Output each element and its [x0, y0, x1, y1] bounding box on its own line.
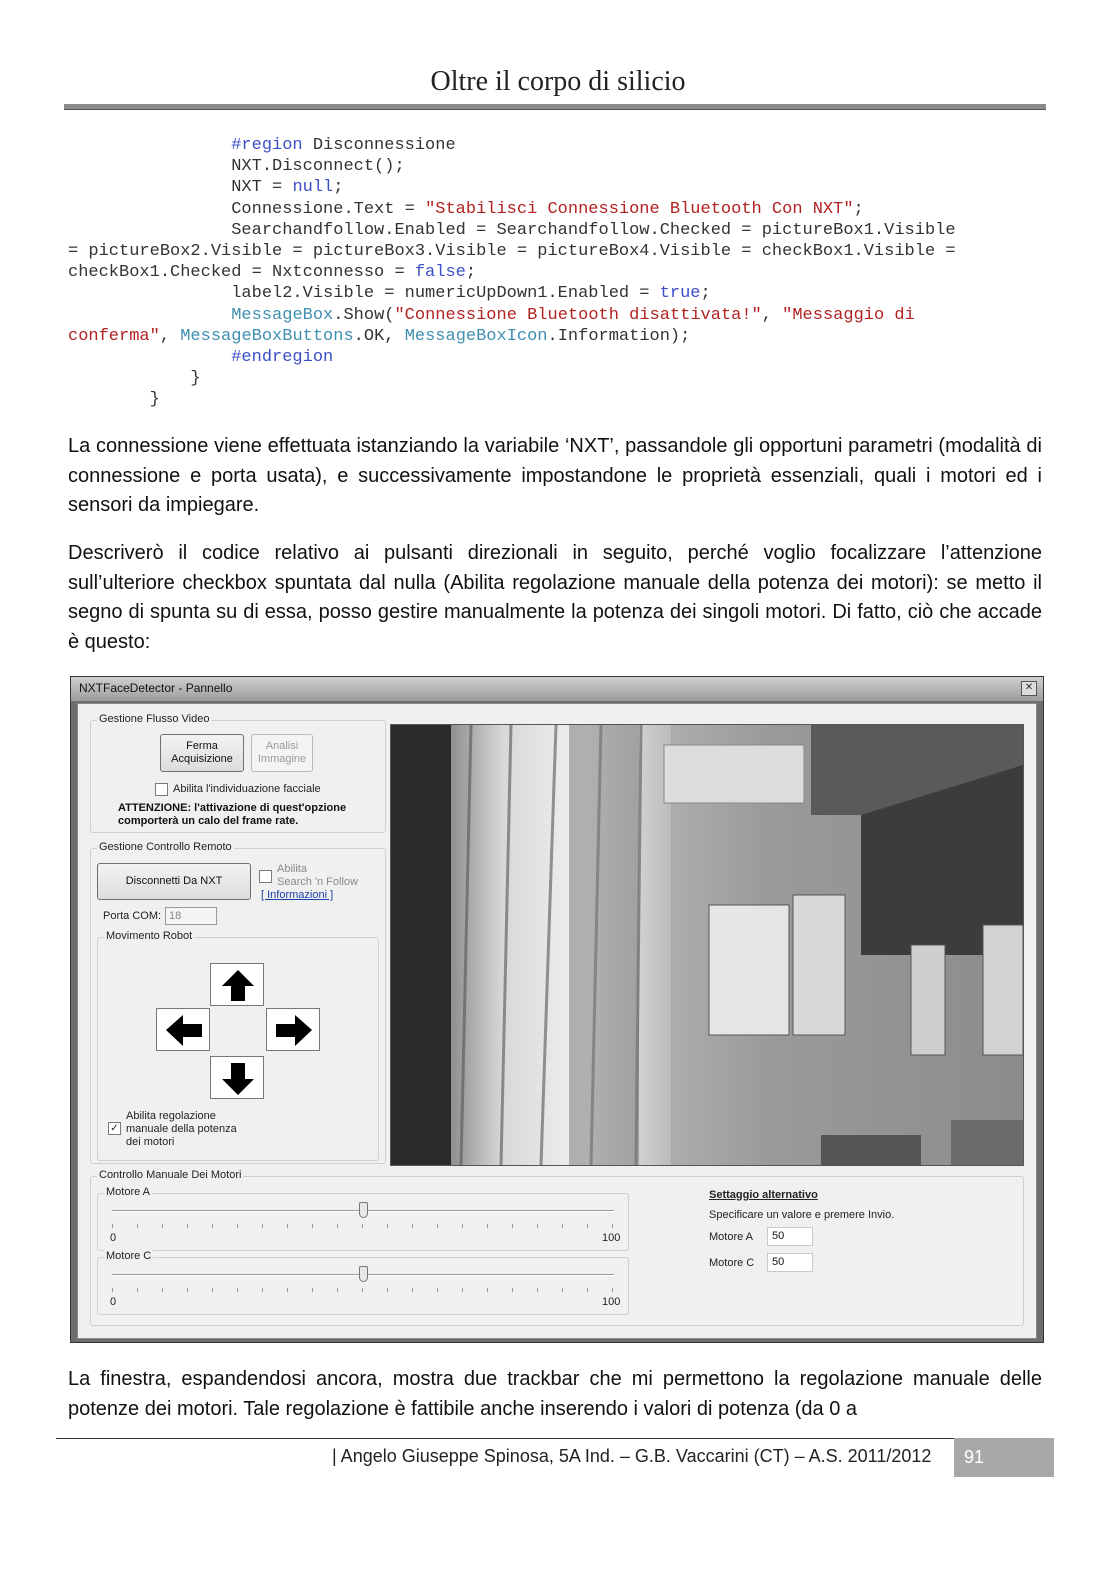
paragraph-2 — [68, 539, 1042, 657]
page-number: 91 — [964, 1447, 985, 1467]
camera-view — [390, 724, 1024, 1166]
motors-group — [90, 1169, 1024, 1326]
code-token: MessageBox — [231, 305, 334, 325]
arrow-right-button[interactable] — [266, 1008, 320, 1051]
code-line: #endregion — [68, 348, 334, 368]
code-token: NXT = — [68, 178, 293, 198]
motor-a-min: 0 — [110, 1232, 117, 1244]
com-port-value: 18 — [169, 910, 182, 922]
manual-power-checkbox[interactable]: ✓ — [108, 1122, 121, 1135]
face-detection-checkbox[interactable] — [155, 783, 168, 796]
code-token: "Messaggio di — [782, 305, 915, 325]
arrow-down-button[interactable] — [210, 1056, 264, 1099]
search-follow-label: Abilita Search 'n Follow — [277, 863, 358, 888]
footer-author: | Angelo Giuseppe Spinosa, 5A Ind. – G.B. Vaccarini (CT) – A.S. 2011/2012 — [332, 1446, 932, 1466]
window-titlebar — [71, 677, 1043, 701]
motor-a-max: 100 — [602, 1232, 621, 1244]
code-token: #region — [68, 136, 303, 155]
code-token: .Show( — [333, 305, 395, 325]
code-token — [68, 306, 231, 325]
app-screenshot — [70, 676, 1044, 1343]
paragraph-3 — [68, 1365, 1042, 1424]
paragraph-text: Descriverò il codice relativo ai pulsanti direzionali in seguito, perché voglio focalizzare l’attenzione sull’ulteriore checkbox spuntata dal nulla (Abilita regolazione manuale della potenza dei motori): se metto il segno di spunta su di essa, posso gestire manualmente la potenza dei singoli motori. Di fatto, ciò che accade è questo: — [68, 542, 1042, 653]
motor-c-max: 100 — [602, 1296, 621, 1308]
code-token: checkBox1.Checked = Nxtconnesso = — [68, 263, 415, 283]
paragraph-1 — [68, 432, 1042, 521]
remote-group — [90, 841, 386, 1164]
code-token: ; — [333, 178, 344, 198]
header-rule — [64, 104, 1046, 110]
movement-group — [97, 930, 379, 1161]
code-token: ; — [700, 284, 711, 304]
movement-group-label: Movimento Robot — [106, 930, 193, 942]
code-line: NXT.Disconnect(); — [68, 157, 405, 177]
code-token: , — [761, 305, 783, 325]
alt-motor-a-input[interactable]: 50 — [767, 1227, 813, 1246]
arrow-right-icon — [267, 1009, 321, 1052]
code-line: Searchandfollow.Enabled = Searchandfollow.Checked = pictureBox1.Visible — [68, 220, 956, 240]
page-header-title: Oltre il corpo di silicio — [430, 66, 686, 97]
code-token: , — [159, 326, 181, 346]
camera-image — [391, 725, 1023, 1165]
footer-rule — [56, 1438, 956, 1439]
window-client — [77, 703, 1037, 1339]
alt-settings-hint: Specificare un valore e premere Invio. — [709, 1209, 895, 1221]
code-token: null — [292, 178, 334, 198]
motor-a-label: Motore A — [106, 1186, 151, 1198]
code-token: .Information); — [547, 326, 691, 346]
com-port-stepper[interactable] — [165, 907, 217, 925]
face-detection-label: Abilita l'individuazione facciale — [173, 783, 321, 795]
code-token: ; — [465, 263, 477, 283]
motor-c-min: 0 — [110, 1296, 117, 1308]
com-port-label: Porta COM: — [103, 910, 162, 922]
video-group — [90, 713, 386, 833]
paragraph-text: La connessione viene effettuata istanziando la variabile ‘NXT’, passandole gli opportuni parametri (modalità di connessione e porta usata), e successivamente impostandone le proprietà essenziali, quali i motori ed i sensori da impiegare. — [68, 435, 1042, 516]
code-token: label2.Visible = numericUpDown1.Enabled = — [68, 284, 660, 304]
window-title: NXTFaceDetector - Pannello — [79, 681, 233, 695]
motor-c-label: Motore C — [106, 1250, 152, 1262]
stop-acquisition-button[interactable]: Ferma Acquisizione — [160, 734, 244, 772]
code-token: MessageBoxButtons — [180, 326, 354, 346]
motor-a-group — [97, 1186, 629, 1251]
code-line: } — [68, 369, 201, 389]
motors-group-label: Controllo Manuale Dei Motori — [99, 1169, 242, 1181]
paragraph-text: La finestra, espandendosi ancora, mostra due trackbar che mi permettono la regolazione manuale delle potenze dei motori. Tale regolazione è fattibile anche inserendo i valori di potenza (da 0 a — [68, 1368, 1042, 1420]
motor-a-ticks — [112, 1224, 614, 1228]
motor-a-slider-thumb[interactable] — [359, 1202, 368, 1218]
alt-motor-a-label: Motore A — [709, 1231, 754, 1243]
arrow-down-icon — [211, 1057, 265, 1100]
alt-motor-c-label: Motore C — [709, 1257, 755, 1269]
code-token: Disconnessione — [302, 136, 456, 155]
code-token: ; — [853, 199, 864, 219]
arrow-left-icon — [157, 1009, 211, 1052]
code-token: "Stabilisci Connessione Bluetooth Con NXT" — [425, 199, 854, 219]
framerate-warning: ATTENZIONE: l'attivazione di quest'opzione comporterà un calo del frame rate. — [118, 802, 347, 827]
close-icon[interactable]: ✕ — [1021, 681, 1037, 696]
arrow-left-button[interactable] — [156, 1008, 210, 1051]
code-token: conferma" — [68, 326, 160, 346]
manual-power-label: Abilita regolazione manuale della potenza dei motori — [126, 1110, 237, 1148]
disconnect-nxt-button[interactable]: Disconnetti Da NXT — [97, 863, 251, 900]
code-token: .OK, — [353, 326, 405, 346]
remote-group-label: Gestione Controllo Remoto — [99, 841, 232, 853]
arrow-up-button[interactable] — [210, 963, 264, 1006]
code-token: "Connessione Bluetooth disattivata!" — [394, 305, 762, 325]
code-token: true — [659, 284, 701, 304]
alt-motor-c-input[interactable]: 50 — [767, 1253, 813, 1272]
code-line: = pictureBox2.Visible = pictureBox3.Visible = pictureBox4.Visible = checkBox1.Visible = — [68, 242, 956, 262]
alt-settings-title: Settaggio alternativo — [709, 1189, 818, 1201]
analyze-image-button[interactable]: Analisi Immagine — [251, 734, 313, 772]
code-line: } — [68, 390, 160, 410]
arrow-up-icon — [211, 964, 265, 1007]
code-token: Connessione.Text = — [68, 199, 426, 219]
motor-c-group — [97, 1250, 629, 1315]
motor-c-ticks — [112, 1288, 614, 1292]
search-follow-checkbox[interactable] — [259, 870, 272, 883]
motor-c-slider-thumb[interactable] — [359, 1266, 368, 1282]
video-group-label: Gestione Flusso Video — [99, 713, 210, 725]
info-link[interactable]: [ Informazioni ] — [261, 889, 334, 901]
code-token: MessageBoxIcon — [404, 326, 548, 346]
code-token: false — [414, 263, 466, 283]
code-block — [68, 135, 1048, 411]
